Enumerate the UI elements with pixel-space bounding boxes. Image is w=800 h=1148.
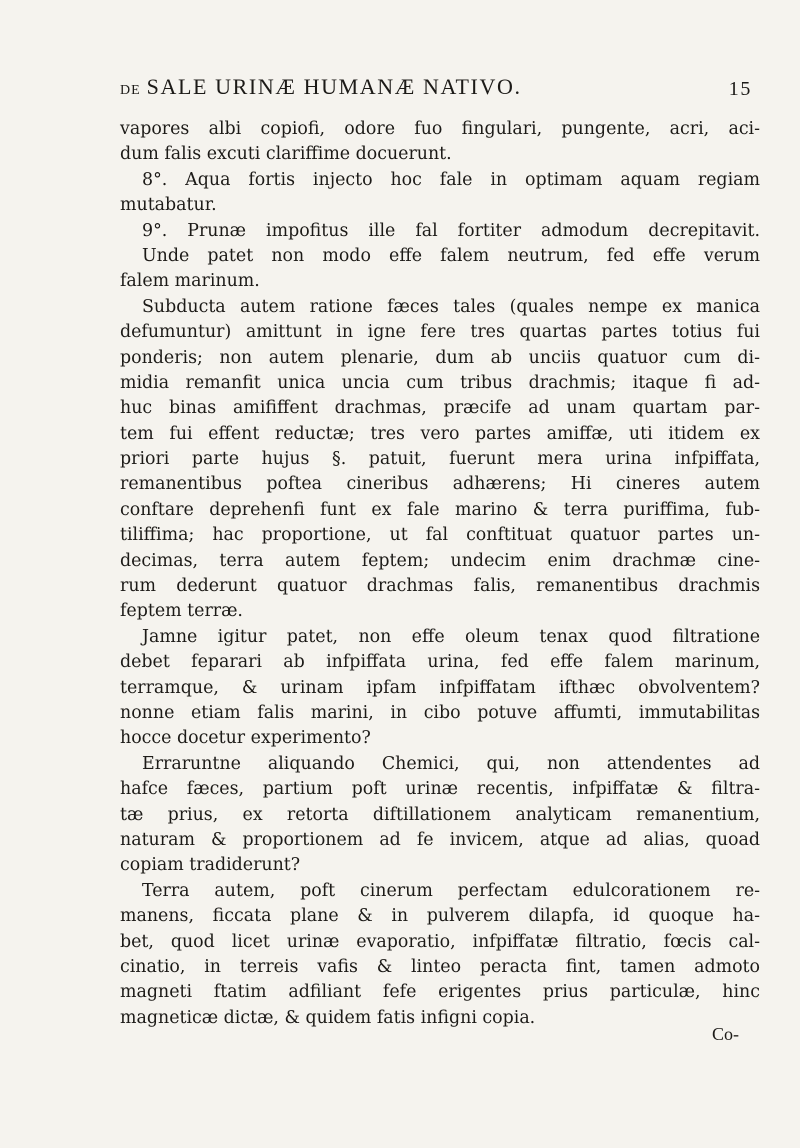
text-line: nonne etiam falis marini, in cibo potuve affumti, immutabilitas — [120, 702, 760, 723]
running-head-title: SALE URINÆ HUMANÆ NATIVO. — [146, 74, 522, 99]
text-line: midia remanfit unica uncia cum tribus drachmis; itaque fi ad- — [120, 372, 760, 393]
text-line: remanentibus poftea cineribus adhærens; Hi cineres autem — [120, 474, 760, 495]
text-line: magneti ftatim adfiliant fefe erigentes prius particulæ, hinc — [120, 982, 760, 1003]
text-line: feptem terræ. — [120, 601, 243, 622]
text-line: terramque, & urinam ipfam infpiffatam ifthæc obvolventem? — [120, 677, 760, 698]
text-line: 9°. Prunæ impofitus ille fal fortiter admodum decrepitavit. — [142, 220, 760, 241]
text-line: magneticæ dictæ, & quidem fatis infigni copia. — [120, 1007, 536, 1028]
text-line: Terra autem, poft cinerum perfectam edulcorationem re- — [142, 880, 760, 901]
text-line: Unde patet non modo effe falem neutrum, fed effe verum — [142, 245, 760, 266]
text-line: vapores albi copiofi, odore fuo fingulari, pungente, acri, aci- — [120, 119, 760, 139]
text-line: defumuntur) amittunt in igne fere tres quartas partes totius fui — [120, 322, 760, 343]
text-line: mutabatur. — [120, 195, 217, 216]
text-line: debet feparari ab infpiffata urina, fed effe falem marinum, — [120, 652, 760, 673]
text-line: conftare deprehenfi funt ex fale marino & terra puriffima, fub- — [120, 499, 760, 520]
text-line: ponderis; non autem plenarie, dum ab unciis quatuor cum di- — [120, 347, 760, 368]
text-line: huc binas amififfent drachmas, præcife ad unam quartam par- — [120, 398, 760, 419]
text-line: falem marinum. — [120, 271, 260, 292]
text-line: Jamne igitur patet, non effe oleum tenax quod filtratione — [142, 626, 760, 647]
text-line: rum dederunt quatuor drachmas falis, remanentibus drachmis — [120, 576, 760, 597]
text-line: hafce fæces, partium poft urinæ recentis, infpiffatæ & filtra- — [120, 779, 760, 800]
text-line: dum falis excuti clariffime docuerunt. — [120, 144, 452, 165]
text-line: hocce docetur experimento? — [120, 728, 371, 749]
text-line: Erraruntne aliquando Chemici, qui, non attendentes ad — [142, 753, 760, 774]
body-text — [120, 117, 760, 1031]
text-line: manens, ficcata plane & in pulverem dilapfa, id quoque ha- — [120, 906, 760, 927]
text-line: cinatio, in terreis vafis & linteo peracta fint, tamen admoto — [120, 956, 760, 977]
catchword: Co- — [712, 1024, 739, 1044]
text-line: decimas, terra autem feptem; undecim enim drachmæ cine- — [120, 550, 760, 571]
text-line: tem fui effent reductæ; tres vero partes amiffæ, uti itidem ex — [120, 423, 760, 444]
text-line: 8°. Aqua fortis injecto hoc fale in optimam aquam regiam — [142, 169, 760, 190]
page-number: 15 — [728, 78, 752, 100]
text-line: tiliffima; hac proportione, ut fal conftituat quatuor partes un- — [120, 525, 760, 546]
text-line: copiam tradiderunt? — [120, 855, 301, 876]
text-line: Subducta autem ratione fæces tales (quales nempe ex manica — [142, 296, 760, 317]
text-line: priori parte hujus §. patuit, fuerunt mera urina infpiffata, — [120, 449, 760, 470]
running-head-prefix: DE — [120, 83, 141, 98]
text-line: naturam & proportionem ad fe invicem, atque ad alias, quoad — [120, 829, 760, 850]
text-line: tæ prius, ex retorta diftillationem analyticam remanentium, — [120, 804, 760, 825]
running-head — [120, 74, 522, 100]
page-header — [120, 74, 760, 108]
text-line: bet, quod licet urinæ evaporatio, infpiffatæ filtratio, fœcis cal- — [120, 931, 760, 952]
